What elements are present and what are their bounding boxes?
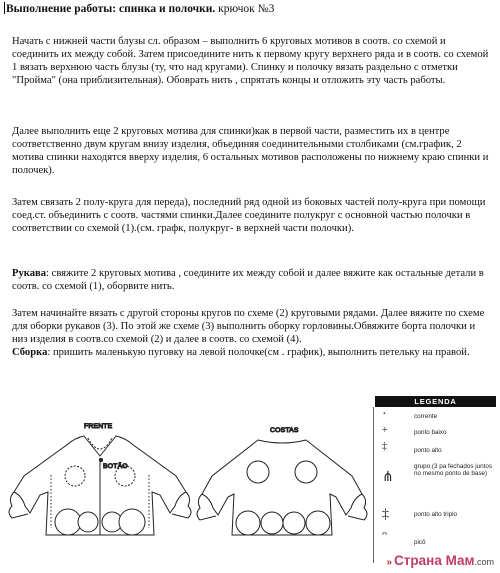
paragraph-back-motifs: Далее выполнить еще 2 круговых мотива для спинки)как в первой части, разместить их в центре соответственно двум кругам внизу изделия, объединяя соединительными столбиками (см.график, 2 мотива спинки находятся вверху изделия, 6 остальных мотивов расположены по нижнему краю спинки и полочек). <box>12 126 489 176</box>
legend-item-corrente: corrente <box>414 413 438 420</box>
watermark-text: Страна Мам <box>394 553 475 568</box>
button-label: BOTÃO <box>103 463 128 470</box>
legend-title: LEGENDA <box>375 396 496 407</box>
back-garment-diagram <box>197 427 367 535</box>
sleeves-text: : свяжите 2 круговых мотива , соедините их между собой и далее вяжите как остальные детали в соотв. со схемой (1), оборвите нить. <box>12 268 484 292</box>
legend-item-grupo: grupo (3 pa fechados juntos no mesmo ponto de base) <box>414 463 493 477</box>
sleeves-label: Рукава <box>12 268 47 279</box>
title-rest: крючок №3 <box>215 3 275 15</box>
paragraph-start: Начать с нижней части блузы сл. образом – выполнить 6 круговых мотивов в соотв. со схемой и соединить их между собой. Затем присоедините нить к первому кругу верхнего ряда и в соотв. со схемой 1 вязать верхнюю часть блузы (ту, что над кругами). Спинку и полочку вязать раздельно с отметки "Пройма" (она приблизительная). Обоврать нить , спрятать концы и отложить эту часть работы. <box>12 36 489 86</box>
page-title <box>4 2 274 15</box>
text-cursor <box>4 2 5 14</box>
cross-icon: + <box>382 425 388 436</box>
assembly-text: : пришить маленькую пуговку на левой полочке(см . график), выполнить петельку на правой. <box>47 346 470 358</box>
stitch-legend <box>373 396 500 573</box>
picot-icon: ᴖ <box>382 529 387 540</box>
watermark-suffix: .com <box>474 557 494 567</box>
cluster-icon: ⋔ <box>382 470 394 485</box>
assembly-label: Сборка <box>12 346 48 358</box>
watermark-prefix: » <box>386 557 393 568</box>
back-label: COSTAS <box>270 427 299 434</box>
paragraph-sleeves <box>12 268 492 294</box>
legend-item-ponto-alto: ponto alto <box>414 447 442 454</box>
double-cross-icon: ‡ <box>382 441 387 452</box>
legend-item-ponto-baixo: ponto baixo <box>414 429 447 436</box>
front-label: FRENTE <box>84 423 113 430</box>
paragraph-half-circles: Затем связать 2 полу-круга для переда), последний ряд одной из боковых частей полу-круга при помощи соед.ст. объединить с соотв. частями спинки.Далее соедините полукруг с основной частью полочки в соответствии со схемой (1).(см. графк, полукруг- в верхней части полочки). <box>12 197 486 234</box>
legend-body <box>373 407 497 563</box>
paragraph-finish <box>12 308 492 360</box>
dot-icon: · <box>382 407 387 422</box>
title-bold: Выполнение работы: спинка и полочки. <box>6 3 216 15</box>
front-garment-diagram <box>9 423 191 535</box>
legend-item-ponto-alto-triplo: ponto alto triplo <box>414 511 458 518</box>
finish-text: Затем начинайте вязать с другой стороны кругов по схеме (2) круговыми рядами. Далее вяжите по схеме для оборки рукавов (3). По этой же схеме (3) выполнить оборку горловины.Обвяжите борта полочки и низ изделия в соотв.со схемой (2) и далее в соотв. со схемой (4). <box>12 308 485 345</box>
legend-item-pico: picô <box>414 539 426 546</box>
triple-cross-icon: ‡ <box>382 507 389 522</box>
site-watermark <box>386 553 494 568</box>
